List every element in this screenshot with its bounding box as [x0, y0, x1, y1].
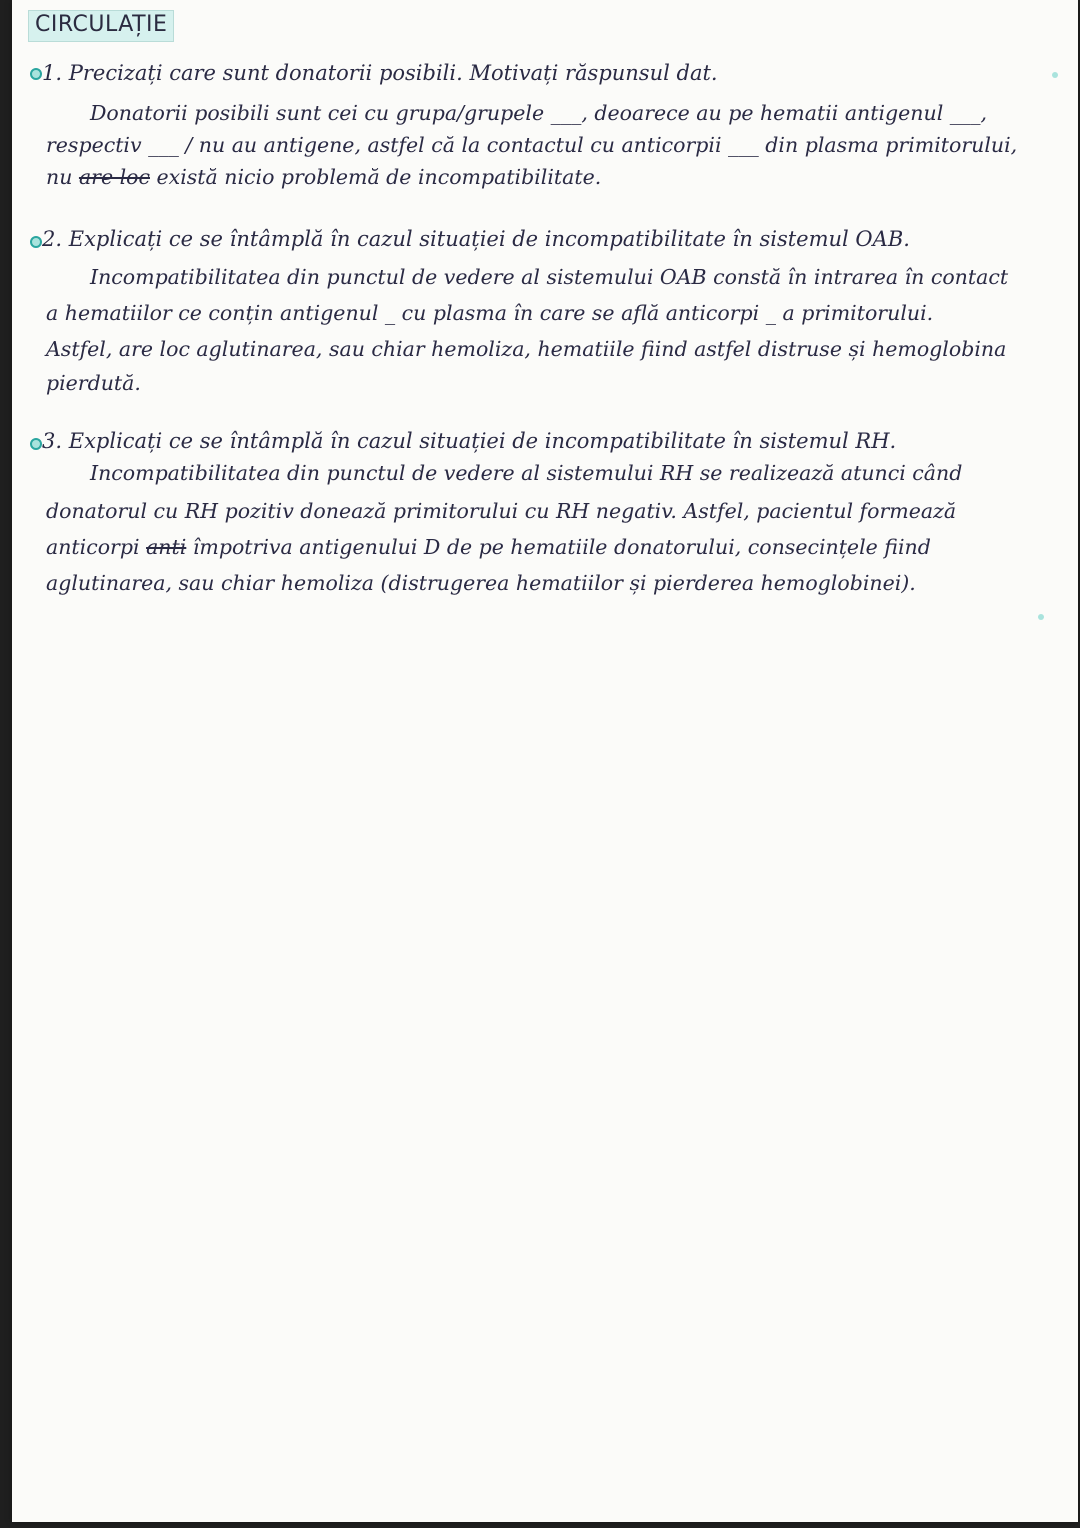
question-3-line-3-text: împotriva antigenului D de pe hematiile donatorului, consecințele fiind: [192, 535, 931, 559]
question-3-answer-line-3: [46, 532, 931, 562]
question-1-number: 1.: [42, 61, 63, 85]
question-2-answer-line-2: a hematiilor ce conțin antigenul _ cu plasma în care se află anticorpi _ a primitorului.: [46, 301, 934, 325]
notebook-page: [12, 0, 1078, 1522]
question-2-answer-line-4: pierdută.: [46, 371, 141, 395]
question-3-prompt: [42, 426, 896, 456]
question-1-answer-line-2: respectiv ___ / nu au antigene, astfel că la contactul cu anticorpii ___ din plasma primitorului,: [46, 133, 1018, 157]
question-2-number: 2.: [42, 227, 63, 251]
question-3-answer-line-4: aglutinarea, sau chiar hemoliza (distrugerea hematiilor și pierderea hemoglobinei).: [46, 571, 916, 595]
highlighter-dot: [1052, 72, 1058, 78]
question-1-prompt: [42, 58, 718, 88]
question-1-bullet-icon: [30, 68, 42, 80]
question-1-answer-line-3: [46, 162, 601, 192]
crossed-out-word: are loc: [78, 165, 150, 189]
question-3-answer-line-1: Incompatibilitatea din punctul de vedere al sistemului RH se realizează atunci când: [90, 461, 963, 485]
page-title: CIRCULAȚIE: [28, 10, 174, 42]
question-3-text: Explicați ce se întâmplă în cazul situației de incompatibilitate în sistemul RH.: [68, 429, 897, 453]
question-3-number: 3.: [42, 429, 63, 453]
question-1-text: Precizați care sunt donatorii posibili. Motivați răspunsul dat.: [68, 61, 718, 85]
question-1-word-nu: nu: [46, 165, 73, 189]
question-2-bullet-icon: [30, 236, 42, 248]
question-1-answer-line-1: Donatorii posibili sunt cei cu grupa/grupele ___, deoarece au pe hematii antigenul ___,: [90, 101, 988, 125]
question-2-answer-line-1: Incompatibilitatea din punctul de vedere al sistemului OAB constă în intrarea în contact: [90, 265, 1009, 289]
crossed-out-word: anti: [146, 535, 187, 559]
question-2-text: Explicați ce se întâmplă în cazul situației de incompatibilitate în sistemul OAB.: [68, 227, 910, 251]
question-2-prompt: [42, 224, 910, 254]
highlighter-dot: [1038, 614, 1044, 620]
question-1-line-3-text: există nicio problemă de incompatibilitate.: [156, 165, 602, 189]
question-3-answer-line-2: donatorul cu RH pozitiv donează primitorului cu RH negativ. Astfel, pacientul formează: [46, 499, 957, 523]
question-2-answer-line-3: Astfel, are loc aglutinarea, sau chiar hemoliza, hematiile fiind astfel distruse și hemoglobina: [46, 337, 1007, 361]
question-3-bullet-icon: [30, 438, 42, 450]
question-3-word-anticorpi: anticorpi: [46, 535, 140, 559]
